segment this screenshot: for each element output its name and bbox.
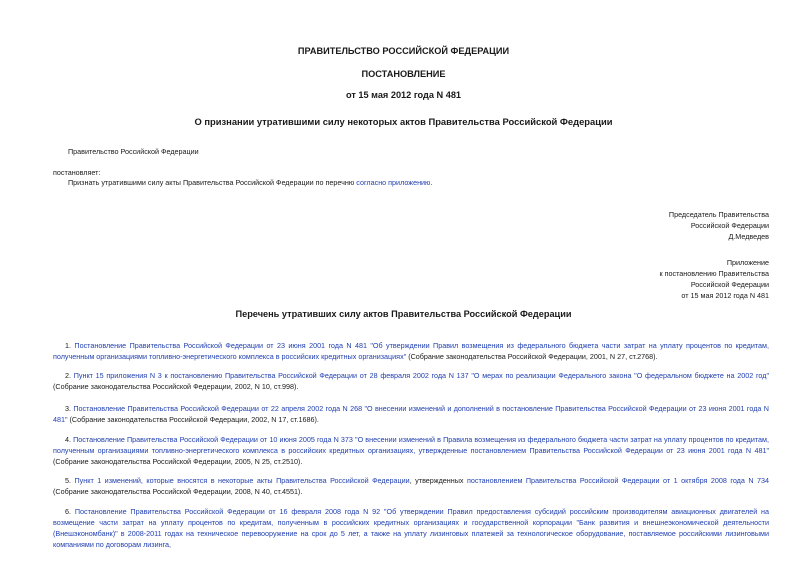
- item-source: (Собрание законодательства Российской Федерации, 2008, N 40, ст.4551).: [53, 487, 303, 496]
- item-source: (Собрание законодательства Российской Федерации, 2002, N 17, ст.1686).: [67, 415, 319, 424]
- item-number: 3.: [65, 404, 74, 413]
- act-link[interactable]: Пункт 1 изменений, которые вносятся в некоторые акты Правительства Российской Федерации: [74, 476, 410, 485]
- item-source: (Собрание законодательства Российской Федерации, 2001, N 27, ст.2768).: [406, 352, 658, 361]
- appendix-date-number: от 15 мая 2012 года N 481: [681, 291, 769, 300]
- act-link[interactable]: Постановление Правительства Российской Федерации от 22 апреля 2002 года N 268 "О внесении изменений и дополнений в постановление Правительства Российской Федерации от 23 июня 2001 года N 481": [53, 404, 769, 424]
- item-source: (Собрание законодательства Российской Федерации, 2002, N 10, ст.998).: [53, 382, 299, 391]
- act-link[interactable]: Постановление Правительства Российской Федерации от 10 июня 2005 года N 373 "О внесении изменений в Правила возмещения из федерального бюджета части затрат на уплату процентов по кредитам, полученным организациями топливно-энергетического комплекса в российских кредитных организациях, утвержденные постановлением Правительства Российской Федерации от 23 июня 2001 года N 481": [53, 435, 769, 455]
- item-source: (Собрание законодательства Российской Федерации, 2005, N 25, ст.2510).: [53, 457, 303, 466]
- item-number: 5.: [65, 476, 75, 485]
- decision-text: Признать утратившими силу акты Правительства Российской Федерации по перечню: [68, 178, 357, 187]
- list-item: [53, 370, 769, 392]
- list-item: [53, 506, 769, 550]
- signature-block: [669, 209, 769, 242]
- signature-name: Д.Медведев: [728, 232, 769, 241]
- appendix-to: к постановлению Правительства: [659, 269, 769, 278]
- item-mid-text: , утвержденных: [409, 476, 467, 485]
- appendix-link[interactable]: согласно приложению: [356, 178, 431, 187]
- item-number: 6.: [65, 507, 75, 516]
- appendix-label: Приложение: [726, 258, 769, 267]
- document-kind-heading: ПОСТАНОВЛЕНИЕ: [361, 69, 446, 79]
- document-date-number: от 15 мая 2012 года N 481: [345, 90, 462, 100]
- document-title: О признании утратившими силу некоторых актов Правительства Российской Федерации: [194, 116, 613, 127]
- item-number: 1.: [65, 341, 75, 350]
- signature-country: Российской Федерации: [690, 221, 769, 230]
- issuer-text: Правительство Российской Федерации: [68, 147, 199, 156]
- appendix-country: Российской Федерации: [690, 280, 769, 289]
- list-title: Перечень утративших силу актов Правительства Российской Федерации: [235, 309, 572, 319]
- act-link[interactable]: Постановление Правительства Российской Федерации от 16 февраля 2008 года N 92 "Об утверждении Правил предоставления субсидий российским производителям авиационных двигателей на возмещение части затрат на уплату процентов по кредитам, полученным в российских кредитных организациях и государственной корпорации "Банк развития и внешнеэкономической деятельности (Внешэкономбанк)" в 2008-2011 годах на техническое перевооружение на срок до 5 лет, а также на уплату лизинговых платежей за технологическое оборудование, поставляемое российскими лизинговыми компаниями по договорам лизинга,: [53, 507, 769, 549]
- act-link[interactable]: Пункт 15 приложения N 3 к постановлению Правительства Российской Федерации от 28 февраля 2002 года N 137 "О мерах по реализации Федерального закона "О федеральном бюджете на 2002 год": [73, 371, 769, 380]
- signature-position: Председатель Правительства: [668, 210, 769, 219]
- list-item: [53, 403, 769, 425]
- item-number: 4.: [65, 435, 74, 444]
- decision-paragraph: [68, 178, 432, 188]
- list-item: [53, 434, 769, 467]
- resolves-text: постановляет:: [53, 168, 101, 177]
- government-heading: ПРАВИТЕЛЬСТВО РОССИЙСКОЙ ФЕДЕРАЦИИ: [297, 46, 510, 56]
- item-number: 2.: [65, 371, 74, 380]
- list-item: [53, 475, 769, 497]
- decision-end: .: [430, 178, 433, 187]
- appendix-header: [659, 257, 769, 301]
- act-link[interactable]: Постановление Правительства Российской Федерации от 23 июня 2001 года N 481 "Об утверждении Правил возмещения из федерального бюджета части затрат на уплату процентов по кредитам, полученным организациями топливно-энергетического комплекса в российских кредитных организациях": [53, 341, 769, 361]
- list-item: [53, 340, 769, 362]
- act-link-secondary[interactable]: постановлением Правительства Российской Федерации от 1 октября 2008 года N 734: [466, 476, 769, 485]
